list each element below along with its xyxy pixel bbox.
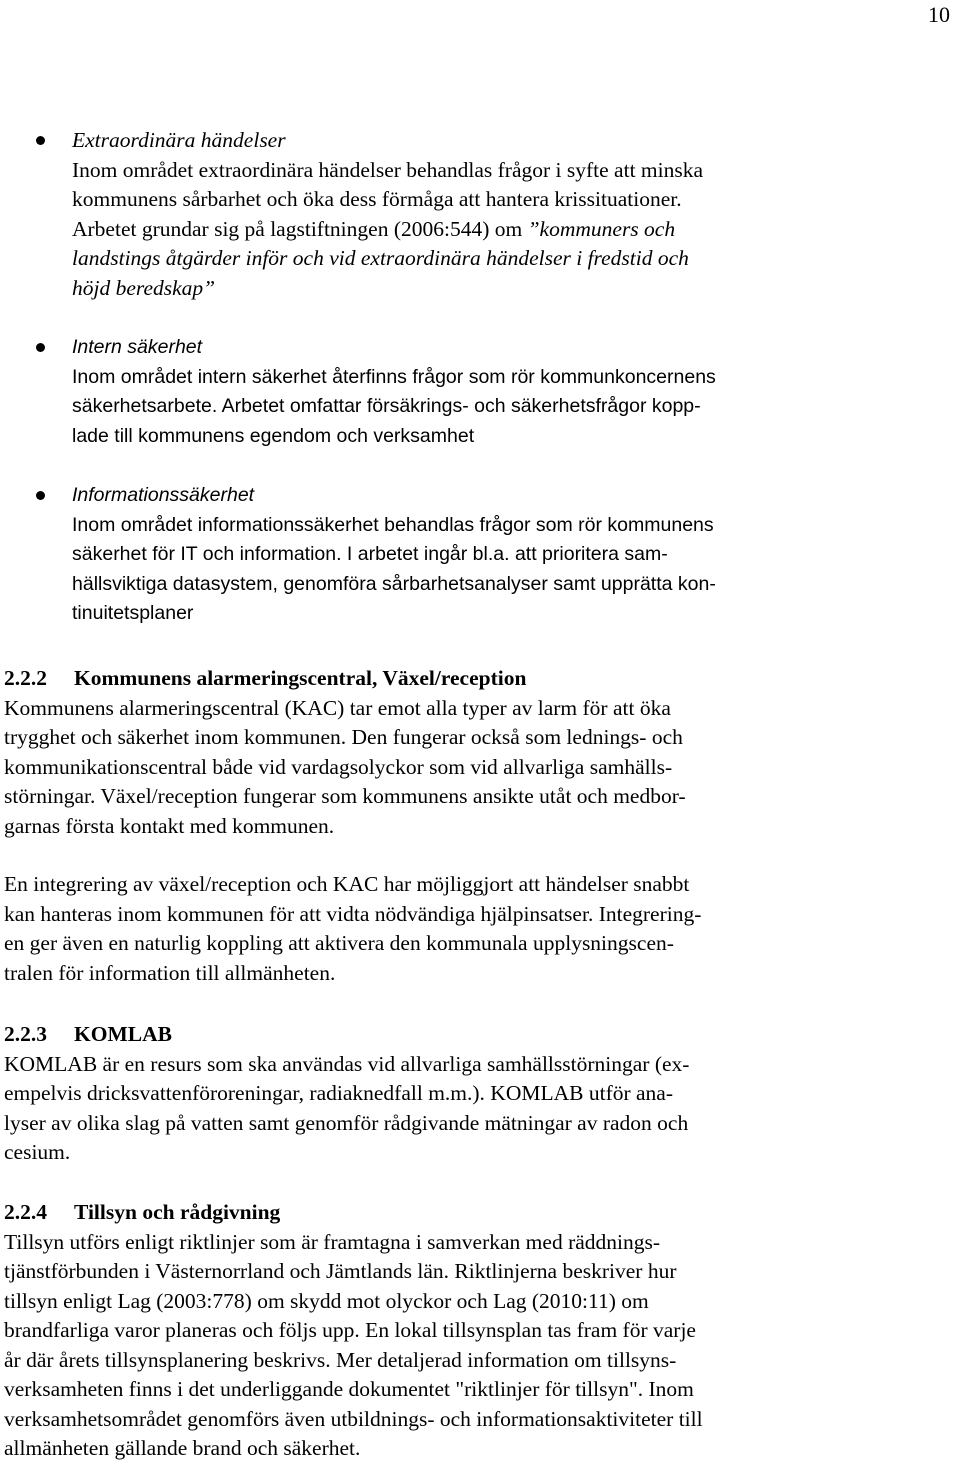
text-line: tjänstförbunden i Västernorrland och Jämtlands län. Riktlinjerna beskriver hur (4, 1259, 677, 1283)
law-title-line: höjd beredskap” (72, 275, 216, 300)
text-line: Inom området intern säkerhet återfinns frågor som rör kommunkoncernens (72, 365, 716, 388)
text-line: störningar. Växel/reception fungerar som kommunens ansikte utåt och medbor- (4, 784, 686, 808)
paragraph (4, 694, 954, 842)
section-heading (4, 664, 954, 694)
text-line: garnas första kontakt med kommunen. (4, 813, 335, 838)
bullet-icon (36, 491, 45, 500)
section-2-2-2 (4, 664, 954, 988)
text-line: lyser av olika slag på vatten samt genomför rådgivande mätningar av radon och (4, 1110, 689, 1135)
text-line: empelvis dricksvattenföroreningar, radiaknedfall m.m.). KOMLAB utför ana- (4, 1081, 674, 1105)
law-title-fragment: ”kommuners och (527, 216, 676, 241)
text-line: kommunens sårbarhet och öka dess förmåga att hantera krissituationer. (72, 187, 682, 211)
text-line: tinuitetsplaner (72, 602, 194, 624)
paragraph (4, 870, 954, 988)
page-number: 10 (928, 2, 950, 27)
text-line (72, 215, 960, 245)
text-line: Inom området informationssäkerhet behandlas frågor som rör kommunens (72, 513, 714, 536)
section-heading (4, 1020, 954, 1050)
text-line: brandfarliga varor planeras och följs upp. En lokal tillsynsplan tas fram för varje (4, 1318, 696, 1342)
section-title: KOMLAB (74, 1022, 172, 1046)
section-heading (4, 1198, 954, 1228)
text-line: säkerhet för IT och information. I arbetet ingår bl.a. att prioritera sam- (72, 543, 668, 565)
bullet-item-extraordinara-handelser (0, 126, 960, 303)
paragraph (4, 1050, 954, 1168)
bullet-icon (36, 136, 45, 145)
text-line: lade till kommunens egendom och verksamhet (72, 424, 475, 447)
paragraph (4, 1228, 954, 1464)
text-line: allmänheten gällande brand och säkerhet. (4, 1436, 361, 1460)
bullet-list (0, 126, 960, 659)
section-number: 2.2.2 (4, 666, 47, 690)
bullet-item-informationssakerhet (0, 481, 960, 629)
bullet-icon (36, 343, 45, 352)
text-line: Tillsyn utförs enligt riktlinjer som är framtagna i samverkan med räddnings- (4, 1229, 661, 1254)
text-line: tillsyn enligt Lag (2003:778) om skydd mot olyckor och Lag (2010:11) om (4, 1288, 649, 1313)
text-line: år där årets tillsynsplanering beskrivs. Mer detaljerad information om tillsyns- (4, 1347, 677, 1372)
law-title-line: landstings åtgärder inför och vid extraordinära händelser i fredstid och (72, 246, 689, 270)
section-2-2-4 (4, 1198, 954, 1464)
text-line: kan hanteras inom kommunen för att vidta nödvändiga hjälpinsatser. Integrering- (4, 901, 702, 926)
text-line: Inom området extraordinära händelser behandlas frågor i syfte att minska (72, 157, 704, 182)
bullet-title: Extraordinära händelser (72, 128, 286, 152)
bullet-title: Informationssäkerhet (72, 484, 255, 506)
bullet-title: Intern säkerhet (72, 336, 203, 358)
text-line: trygghet och säkerhet inom kommunen. Den fungerar också som lednings- och (4, 725, 683, 749)
section-title: Kommunens alarmeringscentral, Växel/reception (74, 666, 527, 690)
text-line: tralen för information till allmänheten. (4, 960, 336, 985)
text-line: verksamheten finns i det underliggande dokumentet "riktlinjer för tillsyn". Inom (4, 1377, 694, 1401)
text-line: kommunikationscentral både vid vardagsolyckor som vid allvarliga samhälls- (4, 754, 673, 779)
section-number: 2.2.4 (4, 1200, 47, 1224)
text-line: cesium. (4, 1140, 71, 1164)
text-line: verksamhetsområdet genomförs även utbildnings- och informationsaktiviteter till (4, 1406, 703, 1431)
text-line: hällsviktiga datasystem, genomföra sårbarhetsanalyser samt upprätta kon- (72, 572, 716, 595)
bullet-item-intern-sakerhet (0, 333, 960, 451)
section-title: Tillsyn och rådgivning (74, 1200, 281, 1224)
text-line: KOMLAB är en resurs som ska användas vid allvarliga samhällsstörningar (ex- (4, 1051, 690, 1076)
text-fragment: Arbetet grundar sig på lagstiftningen (2006:544) om (72, 216, 528, 241)
text-line: Kommunens alarmeringscentral (KAC) tar emot alla typer av larm för att öka (4, 695, 671, 720)
section-number: 2.2.3 (4, 1022, 47, 1046)
section-2-2-3 (4, 1020, 954, 1168)
text-line: en ger även en naturlig koppling att aktivera den kommunala upplysningscen- (4, 931, 674, 955)
text-line: En integrering av växel/reception och KAC har möjliggjort att händelser snabbt (4, 872, 690, 896)
text-line: säkerhetsarbete. Arbetet omfattar försäkrings- och säkerhetsfrågor kopp- (72, 395, 701, 417)
